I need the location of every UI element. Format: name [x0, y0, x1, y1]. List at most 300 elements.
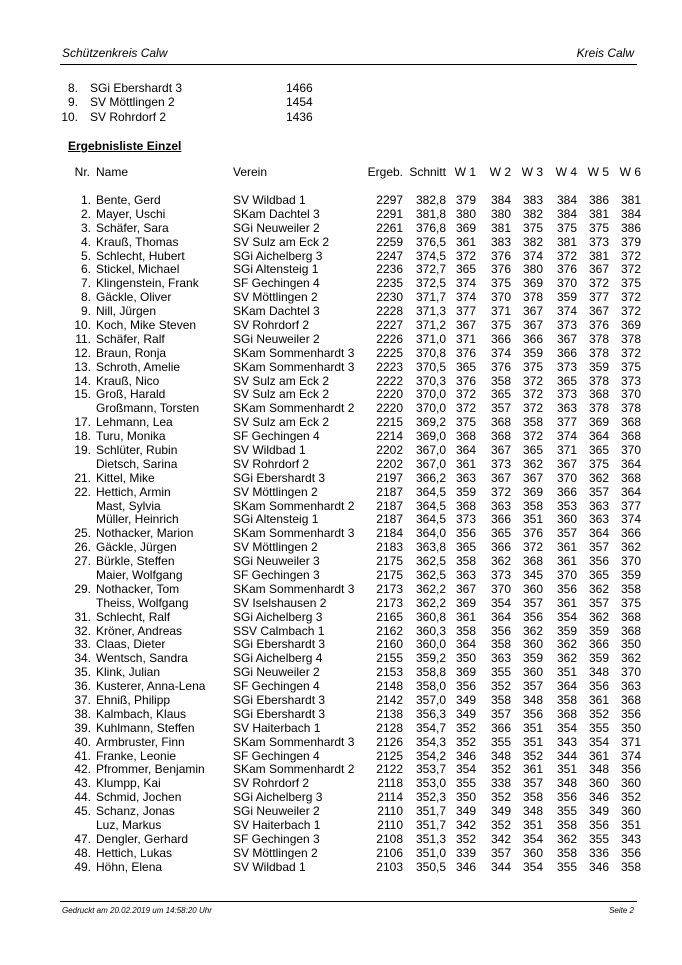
rank-cell: 35.: [74, 665, 91, 680]
w5-cell: 348: [588, 665, 609, 680]
name-cell: Gäckle, Jürgen: [96, 540, 177, 555]
w3-cell: 351: [522, 512, 543, 527]
rank-cell: 1.: [80, 193, 91, 207]
col-header-w2: W 2: [489, 165, 511, 179]
average-cell: 351,7: [415, 818, 446, 833]
club-cell: SGi Neuweiler 2: [233, 804, 320, 819]
w1-cell: 367: [455, 318, 476, 332]
w2-cell: 366: [490, 331, 511, 346]
average-cell: 371,3: [415, 304, 446, 319]
w4-cell: 359: [556, 290, 577, 305]
w4-cell: 366: [556, 484, 577, 499]
club-cell: SV Möttlingen 2: [233, 484, 318, 499]
name-cell: Kusterer, Anna-Lena: [96, 679, 206, 694]
w1-cell: 358: [455, 623, 476, 638]
rank-cell: 10.: [74, 318, 91, 332]
w6-cell: 364: [620, 456, 641, 471]
w4-cell: 370: [556, 568, 577, 583]
club-cell: SF Gechingen 3: [233, 568, 320, 583]
col-header-w4: W 4: [555, 165, 577, 179]
w4-cell: 358: [556, 693, 577, 708]
w5-cell: 346: [588, 859, 609, 874]
w5-cell: 359: [588, 623, 609, 638]
club-cell: SV Rohrdorf 2: [233, 456, 310, 471]
w4-cell: 372: [556, 248, 577, 263]
rank-cell: 9.: [80, 304, 91, 319]
average-cell: 367,0: [415, 443, 446, 458]
rank-cell: 38.: [74, 706, 91, 721]
w4-cell: 368: [556, 706, 577, 721]
w6-cell: 377: [620, 498, 641, 513]
w2-cell: 366: [490, 540, 511, 555]
total-cell: 2236: [376, 262, 403, 277]
w4-cell: 373: [556, 318, 577, 332]
w2-cell: 376: [490, 262, 511, 277]
w4-cell: 364: [556, 679, 577, 694]
club-cell: SGi Aichelberg 3: [233, 609, 323, 624]
rank-cell: 22.: [74, 484, 91, 499]
w4-cell: 366: [556, 345, 577, 360]
club-cell: SV Iselshausen 2: [233, 595, 327, 610]
w6-cell: 381: [620, 193, 641, 207]
name-cell: Müller, Heinrich: [96, 512, 179, 527]
w5-cell: 366: [588, 637, 609, 652]
w1-cell: 372: [455, 401, 476, 416]
w3-cell: 374: [522, 248, 543, 263]
total-cell: 2261: [376, 220, 403, 235]
club-cell: SGi Aichelberg 3: [233, 248, 323, 263]
rank-cell: 32.: [74, 623, 91, 638]
rank-cell: 4.: [80, 234, 91, 249]
w5-cell: 378: [588, 345, 609, 360]
rank-cell: 48.: [74, 845, 91, 860]
name-cell: Nothacker, Tom: [96, 581, 180, 596]
average-cell: 376,8: [415, 220, 446, 235]
header-club-name: Schützenkreis Calw: [62, 46, 168, 60]
total-cell: 2155: [376, 651, 403, 666]
w1-cell: 365: [455, 540, 476, 555]
w4-cell: 373: [556, 387, 577, 402]
w6-cell: 368: [620, 609, 641, 624]
total-cell: 2162: [376, 623, 403, 638]
w3-cell: 372: [522, 387, 543, 402]
w3-cell: 348: [522, 804, 543, 819]
w3-cell: 351: [522, 720, 543, 735]
w3-cell: 368: [522, 554, 543, 569]
rank-cell: 15.: [74, 387, 91, 402]
w6-cell: 368: [620, 470, 641, 485]
total-cell: 2183: [376, 540, 403, 555]
footer-page-number: Seite 2: [609, 906, 634, 915]
w3-cell: 382: [522, 206, 543, 221]
w4-cell: 381: [556, 234, 577, 249]
w4-cell: 370: [556, 276, 577, 291]
name-cell: Koch, Mike Steven: [96, 318, 197, 332]
w3-cell: 367: [522, 470, 543, 485]
w2-cell: 373: [490, 456, 511, 471]
name-cell: Schroth, Amelie: [96, 359, 181, 374]
name-cell: Klink, Julian: [96, 665, 161, 680]
w6-cell: 372: [620, 290, 641, 305]
average-cell: 363,8: [415, 540, 446, 555]
w6-cell: 372: [620, 304, 641, 319]
name-cell: Dietsch, Sarina: [96, 456, 178, 471]
name-cell: Theiss, Wolfgang: [96, 595, 189, 610]
w3-cell: 369: [522, 484, 543, 499]
w1-cell: 368: [455, 498, 476, 513]
w5-cell: 377: [588, 290, 609, 305]
total-cell: 2128: [376, 720, 403, 735]
rank-cell: 12.: [74, 345, 91, 360]
w1-cell: 371: [455, 331, 476, 346]
club-cell: SGi Ebershardt 3: [233, 637, 326, 652]
w5-cell: 375: [588, 456, 609, 471]
w2-cell: 383: [490, 234, 511, 249]
w1-cell: 356: [455, 679, 476, 694]
total-cell: 2126: [376, 734, 403, 749]
w1-cell: 377: [455, 304, 476, 319]
w4-cell: 374: [556, 304, 577, 319]
name-cell: Braun, Ronja: [96, 345, 167, 360]
w2-cell: 352: [490, 762, 511, 777]
rank-cell: 25.: [74, 526, 91, 541]
w4-cell: 375: [556, 220, 577, 235]
w1-cell: 369: [455, 595, 476, 610]
w1-cell: 349: [455, 804, 476, 819]
average-cell: 376,5: [415, 234, 446, 249]
club-cell: SV Sulz am Eck 2: [233, 387, 330, 402]
w6-cell: 352: [620, 790, 641, 805]
w1-cell: 376: [455, 373, 476, 388]
w4-cell: 373: [556, 359, 577, 374]
w5-cell: 346: [588, 790, 609, 805]
w3-cell: 376: [522, 526, 543, 541]
w4-cell: 367: [556, 331, 577, 346]
w4-cell: 351: [556, 762, 577, 777]
w6-cell: 378: [620, 331, 641, 346]
w3-cell: 348: [522, 693, 543, 708]
w5-cell: 361: [588, 748, 609, 763]
average-cell: 353,0: [415, 776, 446, 791]
average-cell: 360,3: [415, 623, 446, 638]
w3-cell: 359: [522, 651, 543, 666]
total-cell: 2187: [376, 498, 403, 513]
average-cell: 371,0: [415, 331, 446, 346]
club-cell: SKam Sommenhardt 3: [233, 359, 355, 374]
average-cell: 356,3: [415, 706, 446, 721]
club-cell: SV Möttlingen 2: [233, 290, 318, 305]
w5-cell: 376: [588, 318, 609, 332]
w2-cell: 352: [490, 818, 511, 833]
w6-cell: 364: [620, 484, 641, 499]
average-cell: 370,0: [415, 401, 446, 416]
club-cell: SV Rohrdorf 2: [233, 318, 310, 332]
rank-cell: 5.: [80, 248, 91, 263]
w4-cell: 384: [556, 193, 577, 207]
w1-cell: 367: [455, 581, 476, 596]
w1-cell: 352: [455, 831, 476, 846]
w4-cell: 361: [556, 554, 577, 569]
total-cell: 2187: [376, 484, 403, 499]
w2-cell: 380: [490, 206, 511, 221]
w6-cell: 350: [620, 637, 641, 652]
average-cell: 362,5: [415, 554, 446, 569]
rank-cell: 14.: [74, 373, 91, 388]
w4-cell: 361: [556, 540, 577, 555]
w5-cell: 367: [588, 262, 609, 277]
w2-cell: 366: [490, 512, 511, 527]
rank-cell: 36.: [74, 679, 91, 694]
average-cell: 374,5: [415, 248, 446, 263]
w6-cell: 362: [620, 540, 641, 555]
w6-cell: 368: [620, 429, 641, 444]
w5-cell: 381: [588, 206, 609, 221]
w5-cell: 357: [588, 540, 609, 555]
w3-cell: 366: [522, 331, 543, 346]
w4-cell: 358: [556, 818, 577, 833]
w1-cell: 358: [455, 554, 476, 569]
rank-cell: 11.: [75, 331, 91, 346]
w3-cell: 383: [522, 193, 543, 207]
col-header-w5: W 5: [587, 165, 609, 179]
w2-cell: 367: [490, 470, 511, 485]
w5-cell: 359: [588, 651, 609, 666]
total-cell: 2175: [376, 554, 403, 569]
w4-cell: 370: [556, 470, 577, 485]
w2-cell: 356: [490, 623, 511, 638]
team-name: SV Möttlingen 2: [90, 95, 175, 110]
name-cell: Klingenstein, Frank: [96, 276, 199, 291]
w1-cell: 369: [455, 665, 476, 680]
w4-cell: 376: [556, 262, 577, 277]
rank-cell: 34.: [74, 651, 91, 666]
w1-cell: 355: [455, 776, 476, 791]
w2-cell: 342: [490, 831, 511, 846]
w3-cell: 367: [522, 318, 543, 332]
w2-cell: 357: [490, 845, 511, 860]
w2-cell: 349: [490, 804, 511, 819]
w2-cell: 367: [490, 443, 511, 458]
team-rank: 10.: [61, 109, 78, 124]
w2-cell: 366: [490, 720, 511, 735]
w3-cell: 354: [522, 831, 543, 846]
w2-cell: 384: [490, 193, 511, 207]
w6-cell: 373: [620, 373, 641, 388]
w4-cell: 348: [556, 776, 577, 791]
w2-cell: 376: [490, 248, 511, 263]
club-cell: SV Wildbad 1: [233, 443, 306, 458]
club-cell: SKam Sommenhardt 2: [233, 762, 355, 777]
rank-cell: 37.: [74, 693, 91, 708]
total-cell: 2138: [376, 706, 403, 721]
name-cell: Kittel, Mike: [96, 470, 155, 485]
club-cell: SF Gechingen 4: [233, 276, 320, 291]
average-cell: 354,7: [415, 720, 446, 735]
w4-cell: 377: [556, 415, 577, 430]
w2-cell: 355: [490, 734, 511, 749]
w3-cell: 351: [522, 734, 543, 749]
w4-cell: 362: [556, 831, 577, 846]
w6-cell: 370: [620, 387, 641, 402]
w2-cell: 355: [490, 665, 511, 680]
club-cell: SKam Dachtel 3: [233, 206, 320, 221]
total-cell: 2202: [376, 443, 403, 458]
w6-cell: 358: [620, 859, 641, 874]
w1-cell: 354: [455, 762, 476, 777]
total-cell: 2114: [377, 790, 403, 805]
average-cell: 364,5: [415, 484, 446, 499]
total-cell: 2160: [376, 637, 403, 652]
w2-cell: 373: [490, 568, 511, 583]
w6-cell: 359: [620, 568, 641, 583]
rank-cell: 26.: [74, 540, 91, 555]
name-cell: Kröner, Andreas: [96, 623, 183, 638]
average-cell: 369,2: [415, 415, 446, 430]
name-cell: Großmann, Torsten: [96, 401, 200, 416]
col-header-ergebnis: Ergeb.: [367, 165, 403, 179]
rank-cell: 49.: [74, 859, 91, 874]
w3-cell: 375: [522, 220, 543, 235]
rank-cell: 17.: [74, 415, 91, 430]
club-cell: SGi Neuweiler 2: [233, 665, 320, 680]
w3-cell: 365: [522, 443, 543, 458]
w2-cell: 363: [490, 498, 511, 513]
rank-cell: 31.: [74, 609, 91, 624]
w1-cell: 356: [455, 526, 476, 541]
average-cell: 364,5: [415, 498, 446, 513]
w4-cell: 384: [556, 206, 577, 221]
w6-cell: 369: [620, 318, 641, 332]
team-name: SGi Ebershardt 3: [90, 81, 183, 95]
total-cell: 2226: [376, 331, 403, 346]
total-cell: 2197: [376, 470, 403, 485]
w1-cell: 373: [455, 512, 476, 527]
club-cell: SV Haiterbach 1: [233, 818, 321, 833]
w3-cell: 382: [522, 234, 543, 249]
w4-cell: 343: [556, 734, 577, 749]
rank-cell: 2.: [80, 206, 91, 221]
rank-cell: 33.: [74, 637, 91, 652]
w3-cell: 367: [522, 304, 543, 319]
team-rank: 9.: [67, 95, 78, 110]
club-cell: SF Gechingen 3: [233, 831, 320, 846]
w1-cell: 374: [455, 290, 476, 305]
w1-cell: 364: [455, 637, 476, 652]
average-cell: 370,5: [415, 359, 446, 374]
w2-cell: 354: [490, 595, 511, 610]
w6-cell: 379: [620, 234, 641, 249]
w4-cell: 354: [556, 609, 577, 624]
club-cell: SKam Sommenhardt 3: [233, 581, 355, 596]
total-cell: 2122: [376, 762, 403, 777]
name-cell: Stickel, Michael: [96, 262, 180, 277]
w3-cell: 354: [522, 859, 543, 874]
club-cell: SGi Altensteig 1: [233, 262, 319, 277]
footer-rule: [60, 901, 637, 902]
total-cell: 2215: [376, 415, 403, 430]
name-cell: Groß, Harald: [96, 387, 166, 402]
club-cell: SGi Neuweiler 3: [233, 554, 320, 569]
average-cell: 360,8: [415, 609, 446, 624]
rank-cell: 42.: [74, 762, 91, 777]
total-cell: 2225: [376, 345, 403, 360]
w6-cell: 360: [620, 804, 641, 819]
w3-cell: 372: [522, 373, 543, 388]
w6-cell: 384: [620, 206, 641, 221]
w3-cell: 378: [522, 290, 543, 305]
name-cell: Bürkle, Steffen: [96, 554, 175, 569]
name-cell: Claas, Dieter: [96, 637, 166, 652]
total-cell: 2202: [376, 456, 403, 471]
w5-cell: 378: [588, 373, 609, 388]
total-cell: 2173: [376, 595, 403, 610]
club-cell: SGi Ebershardt 3: [233, 470, 326, 485]
club-cell: SV Wildbad 1: [233, 193, 306, 207]
w6-cell: 366: [620, 526, 641, 541]
average-cell: 369,0: [415, 429, 446, 444]
w5-cell: 362: [588, 581, 609, 596]
w6-cell: 356: [620, 706, 641, 721]
total-cell: 2297: [376, 193, 403, 207]
w1-cell: 363: [455, 470, 476, 485]
total-cell: 2220: [376, 387, 403, 402]
total-cell: 2222: [376, 373, 403, 388]
rank-cell: 13.: [74, 359, 91, 374]
w6-cell: 378: [620, 401, 641, 416]
total-cell: 2227: [376, 318, 403, 332]
average-cell: 351,0: [415, 845, 446, 860]
w2-cell: 352: [490, 679, 511, 694]
w1-cell: 352: [455, 720, 476, 735]
average-cell: 366,2: [415, 470, 446, 485]
name-cell: Dengler, Gerhard: [96, 831, 189, 846]
w1-cell: 346: [455, 748, 476, 763]
w2-cell: 375: [490, 318, 511, 332]
w5-cell: 336: [588, 845, 609, 860]
w5-cell: 357: [588, 484, 609, 499]
average-cell: 372,5: [415, 276, 446, 291]
w3-cell: 356: [522, 706, 543, 721]
rank-cell: 45.: [74, 804, 91, 819]
w5-cell: 348: [588, 762, 609, 777]
average-cell: 362,2: [415, 581, 446, 596]
club-cell: SGi Neuweiler 2: [233, 220, 320, 235]
club-cell: SGi Ebershardt 3: [233, 706, 326, 721]
w2-cell: 375: [490, 276, 511, 291]
total-cell: 2173: [376, 581, 403, 596]
w3-cell: 362: [522, 623, 543, 638]
w5-cell: 359: [588, 359, 609, 374]
header-district: Kreis Calw: [576, 46, 634, 60]
name-cell: Bente, Gerd: [96, 193, 161, 207]
average-cell: 364,5: [415, 512, 446, 527]
w3-cell: 360: [522, 637, 543, 652]
total-cell: 2118: [377, 776, 403, 791]
name-cell: Pfrommer, Benjamin: [96, 762, 205, 777]
w1-cell: 349: [455, 693, 476, 708]
club-cell: SV Möttlingen 2: [233, 845, 318, 860]
average-cell: 351,3: [415, 831, 446, 846]
rank-cell: 39.: [74, 720, 91, 735]
w1-cell: 352: [455, 734, 476, 749]
name-cell: Krauß, Thomas: [96, 234, 179, 249]
rank-cell: 21.: [74, 470, 91, 485]
w6-cell: 374: [620, 512, 641, 527]
club-cell: SV Haiterbach 1: [233, 720, 321, 735]
w6-cell: 375: [620, 359, 641, 374]
average-cell: 358,0: [415, 679, 446, 694]
name-cell: Schäfer, Ralf: [96, 331, 165, 346]
